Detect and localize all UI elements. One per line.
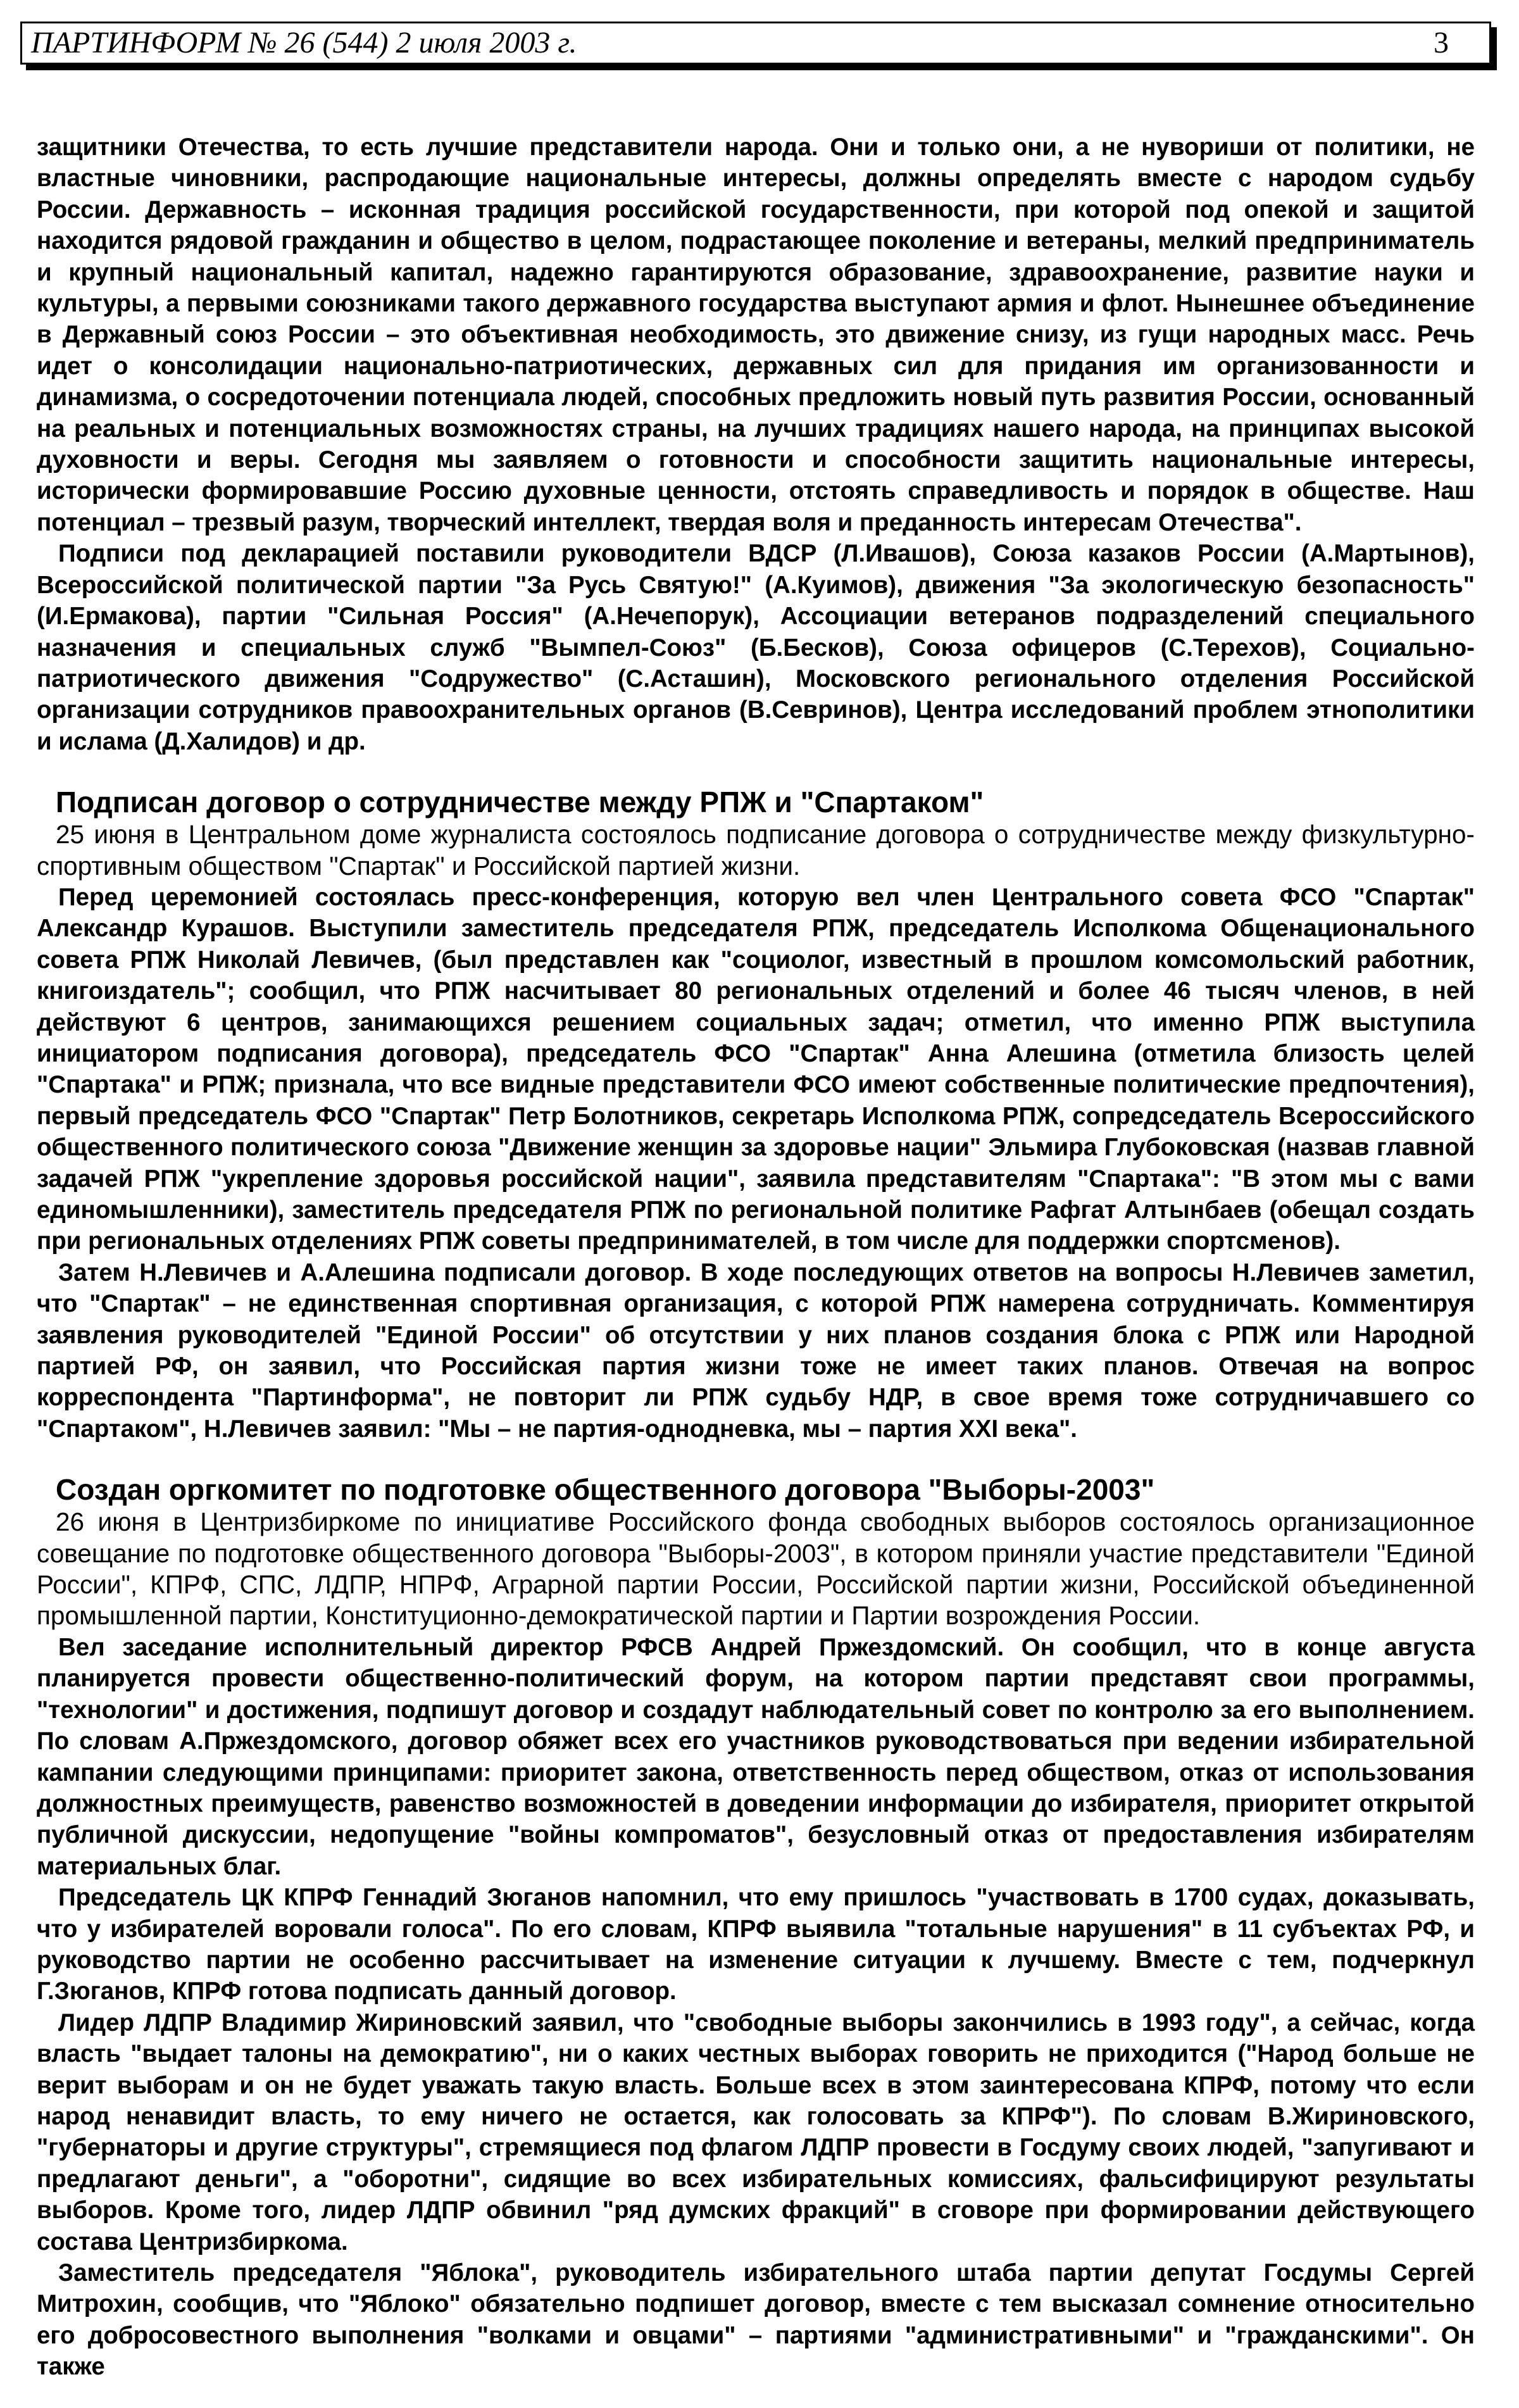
paragraph: защитники Отечества, то есть лучшие представители народа. Они и только они, а не нувориши от политики, не властные чиновники, распродающие национальные интересы, должны определять вместе с народом судьбу России. Державность – исконная традиция российской государственности, при которой под опекой и защитой находится рядовой гражданин и общество в целом, подрастающее поколение и ветераны, мелкий предприниматель и крупный национальный капитал, надежно гарантируются образование, здравоохранение, развитие науки и культуры, а первыми союзниками такого державного государства выступают армия и флот. Нынешнее объединение в Державный союз России – это объективная необходимость, это движение снизу, из гущи народных масс. Речь идет о консолидации национально-патриотических, державных сил для придания им организованности и динамизма, о сосредоточении потенциала людей, способных предложить новый путь развития России, основанный на реальных и потенциальных возможностях страны, на лучших традициях нашего народа, на принципах высокой духовности и веры. Сегодня мы заявляем о готовности и способности защитить национальные интересы, исторически формировавшие Россию духовные ценности, отстоять справедливость и порядок в обществе. Наш потенциал – трезвый разум, творческий интеллект, твердая воля и преданность интересам Отечества". <box>37 134 1475 536</box>
paragraph: Перед церемонией состоялась пресс-конференция, которую вел член Центрального совета ФСО "Спартак" Александр Курашов. Выступили заместитель председателя РПЖ, председатель Исполкома Общенационального совета РПЖ Николай Левичев, (был представлен как "социолог, известный в прошлом комсомольский работник, книгоиздатель"; сообщил, что РПЖ насчитывает 80 региональных отделений и более 46 тысяч членов, в ней действуют 6 центров, занимающихся решением социальных задач; отметил, что именно РПЖ выступила инициатором подписания договора), председатель ФСО "Спартак" Анна Алешина (отметила близость целей "Спартака" и РПЖ; признала, что все видные представители ФСО имеют собственные политические предпочтения), первый председатель ФСО "Спартак" Петр Болотников, секретарь Исполкома РПЖ, сопредседатель Всероссийского общественного политического союза "Движение женщин за здоровье нации" Эльмира Глубоковская (назвав главной задачей РПЖ "укрепление здоровья российской нации", заявила представителям "Спартака": "В этом мы с вами единомышленники), заместитель председателя РПЖ по региональной политике Рафгат Алтынбаев (обещал создать при региональных отделениях РПЖ советы предпринимателей, в том числе для поддержки спортсменов). <box>37 883 1475 1255</box>
page-number: 3 <box>1434 26 1449 60</box>
article-intro: 25 июня в Центральном доме журналиста состоялось подписание договора о сотрудничестве между физкультурно-спортивным обществом "Спартак" и Российской партией жизни. <box>37 820 1475 881</box>
article-heading: Создан оргкомитет по подготовке общественного договора "Выборы-2003" <box>56 1473 1155 1507</box>
paragraph: Затем Н.Левичев и А.Алешина подписали договор. В ходе последующих ответов на вопросы Н.Левичев заметил, что "Спартак" – не единственная спортивная организация, с которой РПЖ намерена сотрудничать. Комментируя заявления руководителей "Единой России" об отсутствии у них планов создания блока с РПЖ или Народной партией РФ, он заявил, что Российская партия жизни тоже не имеет таких планов. Отвечая на вопрос корреспондента "Партинформа", не повторит ли РПЖ судьбу НДР, в свое время тоже сотрудничавшего со "Спартаком", Н.Левичев заявил: "Мы – не партия-однодневка, мы – партия XXI века". <box>37 1258 1475 1443</box>
article-heading: Подписан договор о сотрудничестве между РПЖ и "Спартаком" <box>56 786 984 819</box>
continued-article <box>37 132 1475 757</box>
paragraph: Заместитель председателя "Яблока", руководитель избирательного штаба партии депутат Госдумы Сергей Митрохин, сообщив, что "Яблоко" обязательно подпишет договор, вместе с тем высказал сомнение относительно его добросовестного выполнения "волками и овцами" – партиями "административными" и "гражданскими". Он также <box>37 2259 1475 2381</box>
article-spartak <box>37 785 1475 1445</box>
article-intro: 26 июня в Центризбиркоме по инициативе Российского фонда свободных выборов состоялось организационное совещание по подготовке общественного договора "Выборы-2003", в котором приняли участие представители "Единой России", КПРФ, СПС, ЛДПР, НПРФ, Аграрной партии России, Российской партии жизни, Российской объединенной промышленной партии, Конституционно-демократической партии и Партии возрождения России. <box>37 1507 1475 1631</box>
publication-title: ПАРТИНФОРМ № 26 (544) 2 июля 2003 г. <box>31 26 577 60</box>
paragraph: Лидер ЛДПР Владимир Жириновский заявил, что "свободные выборы закончились в 1993 году", а сейчас, когда власть "выдает талоны на демократию", ни о каких честных выборах говорить не приходится ("Народ больше не верит выборам и он не будет уважать такую власть. Больше всех в этом заинтересована КПРФ, потому что если народ ненавидит власть, то ему ничего не остается, как голосовать за КПРФ"). По словам В.Жириновского, "губернаторы и другие структуры", стремящиеся под флагом ЛДПР провести в Госдуму своих людей, "запугивают и предлагают деньги", а "оборотни", сидящие во всех избирательных комиссиях, фальсифицируют результаты выборов. Кроме того, лидер ЛДПР обвинил "ряд думских фракций" в сговоре при формировании действующего состава Центризбиркома. <box>37 2009 1475 2255</box>
paragraph: Подписи под декларацией поставили руководители ВДСР (Л.Ивашов), Союза казаков России (А.Мартынов), Всероссийской политической партии "За Русь Святую!" (А.Куимов), движения "За экологическую безопасность" (И.Ермакова), партии "Сильная Россия" (А.Нечепорук), Ассоциации ветеранов подразделений специального назначения и специальных служб "Вымпел-Союз" (Б.Бесков), Союза офицеров (С.Терехов), Социально-патриотического движения "Содружество" (С.Асташин), Московского регионального отделения Российской организации сотрудников правоохранительных органов (В.Севринов), Центра исследований проблем этнополитики и ислама (Д.Халидов) и др. <box>37 540 1475 755</box>
paragraph: Вел заседание исполнительный директор РФСВ Андрей Пржездомский. Он сообщил, что в конце августа планируется провести общественно-политический форум, на котором партии представят свои программы, "технологии" и достижения, подпишут договор и создадут наблюдательный совет по контролю за его выполнением. По словам А.Пржездомского, договор обяжет всех его участников руководствоваться при ведении избирательной кампании следующими принципами: приоритет закона, ответственность перед обществом, отказ от использования должностных преимуществ, равенство возможностей в доведении информации до избирателя, приоритет открытой публичной дискуссии, недопущение "войны компроматов", безусловный отказ от предоставления избирателям материальных благ. <box>37 1633 1475 1880</box>
article-elections-2003 <box>37 1472 1475 2382</box>
paragraph: Председатель ЦК КПРФ Геннадий Зюганов напомнил, что ему пришлось "участвовать в 1700 судах, доказывать, что у избирателей воровали голоса". По его словам, КПРФ выявила "тотальные нарушения" в 11 субъектах РФ, и руководство партии не особенно рассчитывает на изменение ситуации к лучшему. Вместе с тем, подчеркнул Г.Зюганов, КПРФ готова подписать данный договор. <box>37 1884 1475 2005</box>
